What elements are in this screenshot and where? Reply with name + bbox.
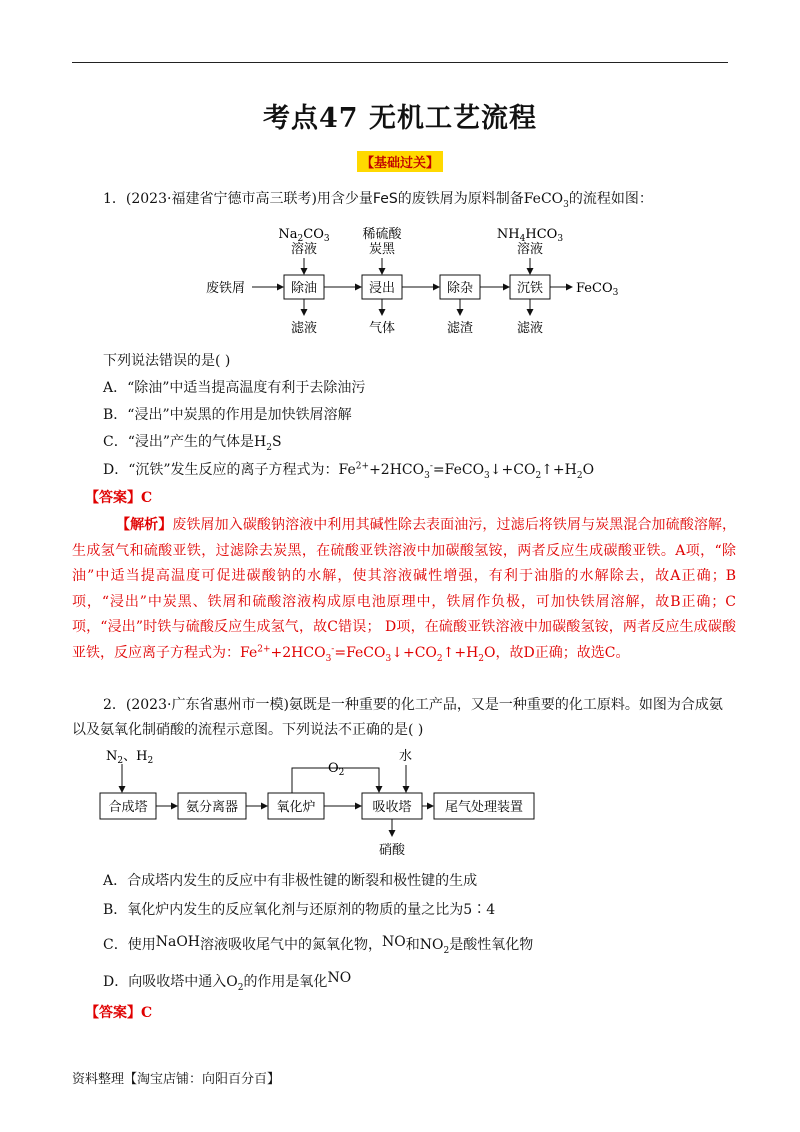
page-title: 考点47 无机工艺流程 [263,103,537,134]
q2-o2: $O_2$ [328,761,345,778]
q2-stem-line2: 以及氨氧化制硝酸的流程示意图。下列说法不正确的是( ) [72,722,424,738]
q1-flow-diagram [200,222,640,338]
q1-option-b: B．“浸出”中炭黑的作用是加快铁屑溶解 [103,407,352,423]
q1-out-3: 滤渣 [446,321,474,336]
q1-stem: 1．(2023·福建省宁德市高三联考)用含少量FeS的废铁屑为原料制备FeCO$_3$的流程如图： [103,191,653,210]
q2-answer: 【答案】C [85,1005,153,1021]
q2-option-a: A．合成塔内发生的反应中有非极性键的断裂和极性键的生成 [103,873,478,889]
q1-box-4: 沉铁 [516,281,544,296]
q1-analysis: 【解析】废铁屑加入碳酸钠溶液中利用其碱性除去表面油污，过滤后将铁屑与炭黑混合加硫酸溶解，生成氢气和硫酸亚铁，过滤除去炭黑，在硫酸亚铁溶液中加碳酸氢铵，两者反应生成碳酸亚铁。A项，“除油”中适当提高温度可促进碳酸钠的水解，使其溶液碱性增强，有利于油脂的水解除去，故A正确；B项，“浸出”中炭黑、铁屑和硫酸溶液构成原电池原理中，铁屑作负极，可加快铁屑溶解，故B正确；C项，“浸出”时铁与硫酸反应生成氢气，故C错误； D项，在硫酸亚铁溶液中加碳酸氢铵，两者反应生成碳酸亚铁，反应离子方程式为：$Fe^{2+}+2HCO_3^-=FeCO_3↓+CO_2↑+H_2O$，故D正确；故选C。 [72,517,737,664]
q1-box-2: 浸出 [368,281,396,296]
q2-box-1: 合成塔 [108,800,148,815]
header-rule [72,62,728,63]
q1-box-1: 除油 [290,281,318,296]
svg-text:炭黑: 炭黑 [368,242,396,257]
q1-out-2: 气体 [368,321,396,336]
q1-input-na2co3: $Na_2CO_3$ [278,227,330,244]
q2-box-2: 氨分离器 [185,800,239,815]
q1-answer: 【答案】C [85,490,153,506]
svg-text:溶液: 溶液 [516,242,544,257]
q2-box-5: 尾气处理装置 [444,800,524,815]
q1-out-1: 滤液 [290,321,318,336]
svg-text:溶液: 溶液 [290,242,318,257]
q2-water: 水 [399,749,413,764]
footer-source: 资料整理【淘宝店铺：向阳百分百】 [72,1072,281,1087]
q1-out-4: 滤液 [516,321,544,336]
q1-option-d: D．“沉铁”发生反应的离子方程式为：$Fe^{2+}+2HCO_3^-=FeCO_3↓+CO_2↑+H_2O$ [103,461,595,481]
q1-output-right: FeCO$_3$ [576,281,619,298]
q2-product: 硝酸 [378,843,406,858]
q2-box-4: 吸收塔 [372,800,412,815]
q1-input-left: 废铁屑 [206,281,246,296]
q2-feed: $N_2$、$H_2$ [106,749,154,766]
q1-input-nh4hco3: $NH_4HCO_3$ [496,227,564,244]
q2-option-d: D．向吸收塔中通入$O_2$的作用是氧化NO [103,970,352,993]
section-badge: 【基础过关】 [357,151,443,172]
q2-option-c: C．使用NaOH溶液吸收尾气中的氮氧化物，NO和$NO_2$是酸性氧化物 [103,934,534,956]
q1-prompt: 下列说法错误的是( ) [103,353,231,369]
q1-box-3: 除杂 [446,281,474,296]
q2-flow-diagram [96,744,546,860]
q1-option-c: C．“浸出”产生的气体是$H_2S$ [103,434,282,453]
q1-input-acid: 稀硫酸 [362,227,402,242]
q2-option-b: B．氧化炉内发生的反应氧化剂与还原剂的物质的量之比为5∶4 [103,902,496,918]
q2-stem-line1: 2．(2023·广东省惠州市一模)氨既是一种重要的化工产品，又是一种重要的化工原料。如图为合成氨 [103,697,723,713]
q2-box-3: 氧化炉 [276,800,316,815]
q1-option-a: A．“除油”中适当提高温度有利于去除油污 [103,380,366,396]
